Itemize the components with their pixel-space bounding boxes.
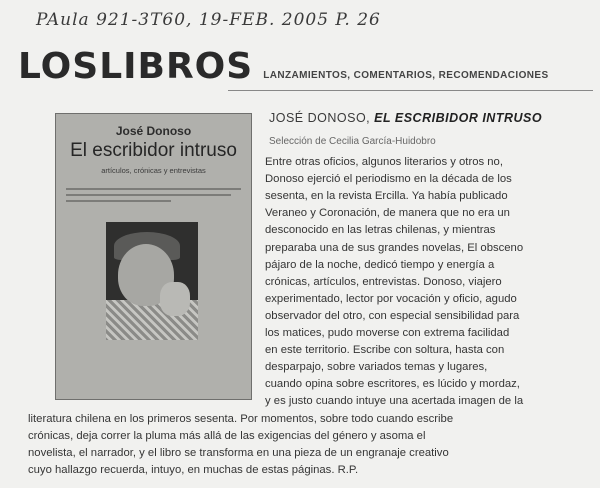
section-masthead [18,46,549,87]
review-line: crónicas, artículos, entrevistas. Donoso, viajero [265,275,502,288]
review-line: pájaro de la noche, dedicó tiempo y energía a [265,258,495,271]
review-author: JOSÉ DONOSO, [269,111,371,125]
section-logo: LOSLIBROS [18,46,254,87]
review-line: preparaba una de sus grandes novelas, El obsceno [265,241,524,254]
cover-subtitle: artículos, crónicas y entrevistas [101,166,206,175]
review-line: cuando opina sobre escritores, es lúcido y mordaz, [265,378,520,391]
book-cover [55,113,252,400]
review-line: Entre otras oficios, algunos literarios y otros no, [265,156,503,168]
review-line: literatura chilena en los primeros sesenta. Por momentos, sobre todo cuando escribe [28,412,454,425]
review-line: crónicas, deja correr la pluma más allá de las exigencias del género y asoma el [28,429,426,442]
review-line: desconocido en las letras chilenas, y mientras [265,224,496,237]
review-book-title: EL ESCRIBIDOR INTRUSO [374,111,543,125]
masthead-divider [228,90,593,91]
review-line: Veraneo y Coronación, de manera que no era un [265,207,510,220]
review-line: en este territorio. Escribe con soltura, hasta con [265,344,505,357]
review-line: novelista, el narrador, y el libro se transforma en una pieza de un engranaje creativo [28,446,449,459]
cover-author: José Donoso [115,124,192,138]
author-photo [106,222,198,340]
review-line: y es justo cuando intuye una acertada imagen de la [265,395,524,408]
review-line: Donoso ejerció el periodismo en la década de los [265,173,512,186]
clipping-handwritten-note: PAula 921-3T60, 19-FEB. 2005 P. 26 [36,10,381,30]
review-line: desparpajo, sobre variados temas y lugares, [265,361,488,374]
cover-title: El escribidor intruso [70,140,237,161]
cover-blurb-lines [66,188,241,208]
review-selection-credit: Selección de Cecilia García-Huidobro [269,136,436,147]
review-byline [269,111,542,125]
review-line: sesenta, en la revista Ercilla. Ya había publicado [265,190,508,203]
photo-hand [160,282,190,316]
review-line: observador del otro, con especial sensibilidad para [265,309,520,322]
review-line: experimentado, lector por vocación y oficio, agudo [265,292,517,305]
review-line: los matices, pudo moverse con extrema facilidad [265,327,510,339]
section-tagline: LANZAMIENTOS, COMENTARIOS, RECOMENDACIONES [263,70,549,81]
review-line: cuyo hallazgo recuerda, intuyo, en muchas de estas páginas. R.P. [28,463,359,476]
